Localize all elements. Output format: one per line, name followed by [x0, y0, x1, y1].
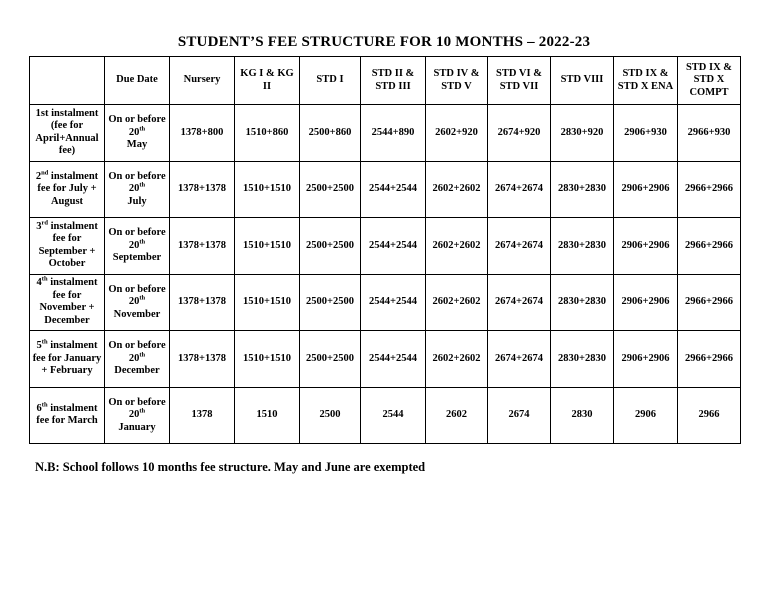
fee-cell: 2602+2602: [426, 331, 488, 388]
due-date-prefix: On or before 20: [108, 340, 166, 364]
instalment-cell: [30, 274, 105, 331]
fee-cell: 1510+1510: [235, 218, 300, 275]
instalment-ordinal: 5: [36, 340, 42, 351]
instalment-cell: [30, 387, 105, 444]
fee-cell: 2966+930: [678, 105, 741, 162]
fee-cell: 2500+2500: [300, 218, 361, 275]
instalment-ordinal-suffix: th: [41, 275, 48, 283]
due-date-prefix: On or before 20: [108, 283, 166, 307]
fee-cell: 2830: [551, 387, 614, 444]
instalment-ordinal-suffix: th: [41, 401, 48, 409]
fee-cell: 2906+2906: [614, 218, 678, 275]
fee-cell: 2674: [488, 387, 551, 444]
fee-cell: 2830+2830: [551, 274, 614, 331]
due-date-prefix: On or before 20: [108, 170, 166, 194]
due-date-suffix: th: [139, 294, 146, 302]
fee-table: [29, 56, 741, 444]
due-date-cell: [105, 218, 170, 275]
fee-cell: 2830+920: [551, 105, 614, 162]
instalment-label: instalment fee for November + December: [39, 277, 98, 326]
due-date-cell: [105, 105, 170, 162]
due-date-cell: [105, 274, 170, 331]
fee-cell: 1378+800: [170, 105, 235, 162]
instalment-label: instalment (fee for April+Annual fee): [35, 107, 99, 157]
column-header: STD I: [300, 57, 361, 105]
due-date-month: May: [126, 139, 148, 150]
due-date-suffix: th: [139, 125, 146, 132]
due-date-prefix: On or before 20: [108, 114, 166, 138]
fee-cell: 2674+2674: [488, 331, 551, 388]
fee-cell: 2602+2602: [426, 218, 488, 275]
column-header: STD IV & STD V: [426, 57, 488, 105]
fee-cell: 2830+2830: [551, 161, 614, 218]
due-date-suffix: th: [139, 238, 146, 245]
fee-cell: 2602+2602: [426, 161, 488, 218]
due-date-month: July: [127, 195, 147, 207]
due-date-cell: [105, 387, 170, 444]
fee-cell: 2674+920: [488, 105, 551, 162]
due-date-month: November: [113, 308, 161, 320]
page-title: STUDENT’S FEE STRUCTURE FOR 10 MONTHS – 2022-23: [177, 34, 591, 50]
fee-cell: 1510+860: [235, 105, 300, 162]
table-row: [30, 274, 741, 331]
instalment-ordinal: 3: [36, 220, 42, 232]
instalment-cell: [30, 218, 105, 275]
fee-cell: 2602+920: [426, 105, 488, 162]
fee-cell: 1510+1510: [235, 274, 300, 331]
table-row: [30, 331, 741, 388]
column-header: STD II & STD III: [361, 57, 426, 105]
fee-cell: 2966: [678, 387, 741, 444]
due-date-suffix: th: [139, 351, 146, 358]
column-header: KG I & KG II: [235, 57, 300, 105]
instalment-ordinal-suffix: nd: [41, 169, 49, 176]
fee-cell: 2544: [361, 387, 426, 444]
fee-cell: 1378+1378: [170, 331, 235, 388]
fee-cell: 2500+2500: [300, 274, 361, 331]
fee-cell: 2500+860: [300, 105, 361, 162]
instalment-label: instalment fee for March: [36, 402, 98, 427]
fee-cell: 2500+2500: [300, 331, 361, 388]
column-header: STD IX & STD X COMPT: [678, 57, 741, 105]
instalment-ordinal: 6: [36, 402, 42, 414]
footnote: N.B: School follows 10 months fee structure. May and June are exempted: [35, 460, 426, 474]
due-date-prefix: On or before 20: [108, 396, 166, 420]
fee-cell: 2966+2966: [678, 161, 741, 218]
header-row: [30, 57, 741, 105]
fee-cell: 2906+2906: [614, 331, 678, 388]
fee-cell: 1378+1378: [170, 161, 235, 218]
column-header: STD VIII: [551, 57, 614, 105]
fee-table-body: [30, 105, 741, 444]
column-header: STD IX & STD X ENA: [614, 57, 678, 105]
fee-cell: 2544+2544: [361, 161, 426, 218]
due-date-month: December: [114, 365, 160, 376]
column-header: STD VI & STD VII: [488, 57, 551, 105]
fee-cell: 1510+1510: [235, 331, 300, 388]
fee-cell: 2906+2906: [614, 274, 678, 331]
instalment-ordinal: 1st: [35, 107, 49, 119]
due-date-suffix: th: [139, 407, 146, 415]
instalment-ordinal: 2: [35, 170, 42, 182]
fee-cell: 2906: [614, 387, 678, 444]
fee-cell: 2674+2674: [488, 161, 551, 218]
column-header: Due Date: [105, 57, 170, 105]
due-date-suffix: th: [139, 181, 146, 189]
fee-cell: 2544+890: [361, 105, 426, 162]
fee-cell: 2602: [426, 387, 488, 444]
fee-cell: 2830+2830: [551, 331, 614, 388]
fee-cell: 2906+930: [614, 105, 678, 162]
fee-cell: 1510+1510: [235, 161, 300, 218]
fee-cell: 2500+2500: [300, 161, 361, 218]
fee-cell: 2674+2674: [488, 274, 551, 331]
fee-cell: 2544+2544: [361, 274, 426, 331]
fee-cell: 1378+1378: [170, 274, 235, 331]
fee-cell: 1378+1378: [170, 218, 235, 275]
table-row: [30, 105, 741, 162]
fee-cell: 2830+2830: [551, 218, 614, 275]
instalment-ordinal-suffix: th: [41, 338, 48, 346]
fee-cell: 2544+2544: [361, 331, 426, 388]
instalment-ordinal-suffix: rd: [41, 219, 48, 227]
due-date-month: September: [112, 252, 162, 263]
table-row: [30, 218, 741, 275]
fee-cell: 2500: [300, 387, 361, 444]
instalment-label: instalment fee for January + February: [32, 340, 102, 376]
column-header: Nursery: [170, 57, 235, 105]
instalment-label: instalment fee for July + August: [37, 170, 99, 207]
fee-cell: 2602+2602: [426, 274, 488, 331]
fee-cell: 2966+2966: [678, 274, 741, 331]
instalment-cell: [30, 331, 105, 388]
fee-cell: 1378: [170, 387, 235, 444]
due-date-prefix: On or before 20: [108, 227, 166, 251]
fee-cell: 2966+2966: [678, 218, 741, 275]
due-date-month: January: [118, 421, 156, 433]
table-row: [30, 387, 741, 444]
fee-cell: 2906+2906: [614, 161, 678, 218]
instalment-cell: [30, 105, 105, 162]
header-corner-cell: [30, 57, 105, 105]
instalment-label: instalment fee for September + October: [38, 220, 98, 270]
due-date-cell: [105, 161, 170, 218]
fee-cell: 2674+2674: [488, 218, 551, 275]
table-row: [30, 161, 741, 218]
instalment-ordinal: 4: [36, 277, 42, 289]
due-date-cell: [105, 331, 170, 388]
fee-cell: 2966+2966: [678, 331, 741, 388]
instalment-cell: [30, 161, 105, 218]
fee-cell: 1510: [235, 387, 300, 444]
fee-cell: 2544+2544: [361, 218, 426, 275]
